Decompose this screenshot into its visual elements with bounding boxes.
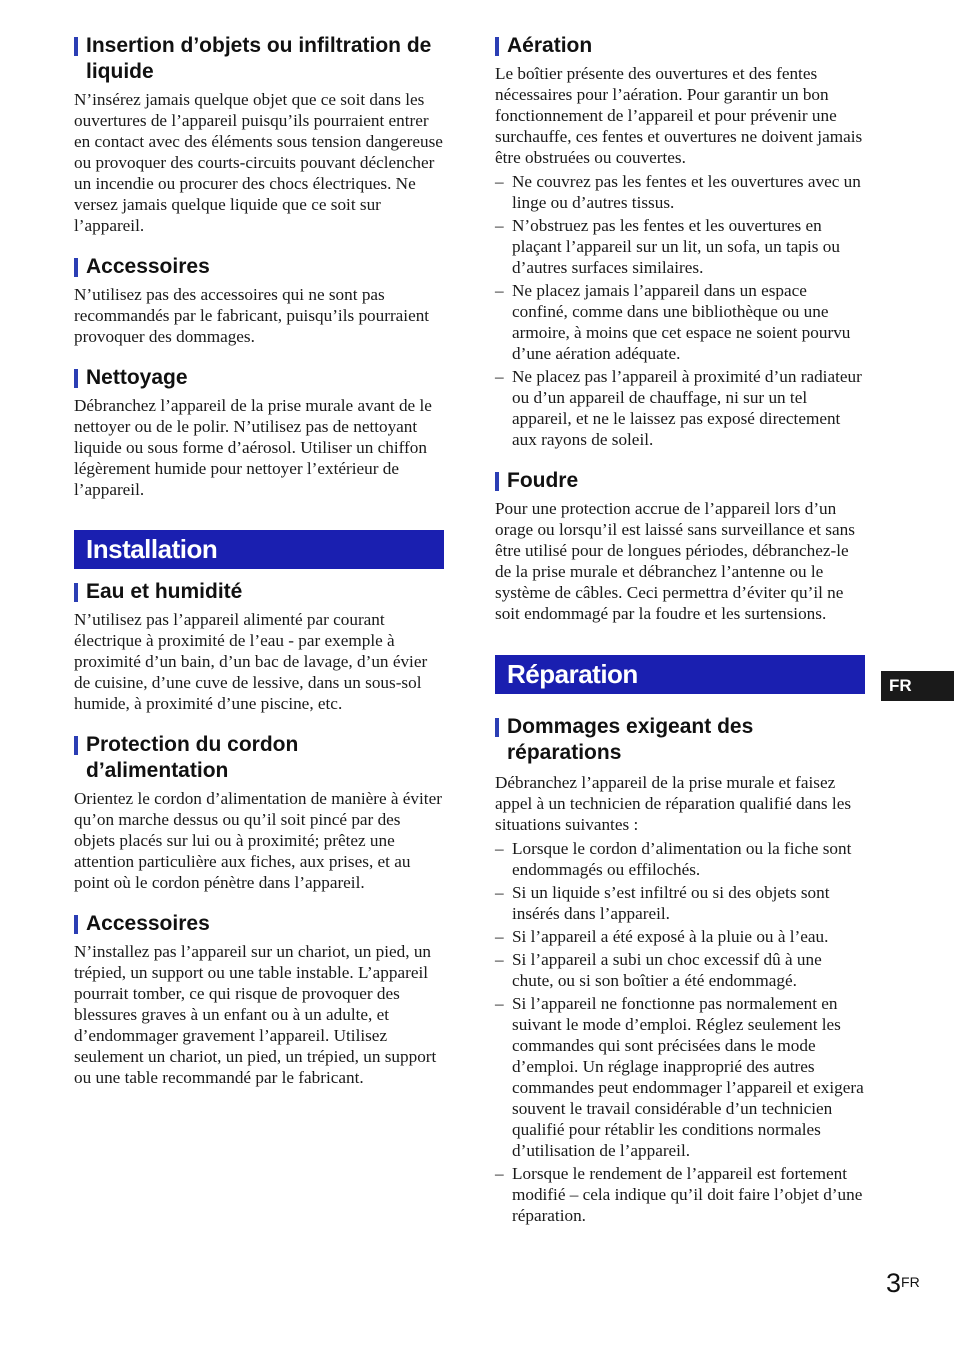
heading-marker bbox=[495, 718, 499, 737]
list-item: – Lorsque le rendement de l’appareil est fortement modifié – cela indique qu’il doit faire l’objet d’une réparation. bbox=[495, 1164, 863, 1225]
right-column bbox=[495, 33, 865, 1228]
list-item: – Si un liquide s’est infiltré ou si des objets sont insérés dans l’appareil. bbox=[495, 883, 830, 923]
list-item: – Ne placez pas l’appareil à proximité d’un radiateur ou d’un appareil de chauffage, ni sur un tel appareil, et ne le laissez pas exposé directement aux rayons de soleil. bbox=[495, 367, 862, 449]
para-aeration: Le boîtier présente des ouvertures et des fentes nécessaires pour l’aération. Pour garantir un bon fonctionnement de l’appareil et pour prévenir une surchauffe, ces fentes et ouvertures ne doivent jamais être obstruées ou couvertes. bbox=[495, 64, 863, 167]
para-accessoires-2: N’installez pas l’appareil sur un chariot, un pied, un trépied, un support ou une table instable. L’appareil pourrait tomber, ce qui risque de provoquer des blessures graves à un enfant ou à un adulte, et d’endommager gravement l’appareil. Utilisez seulement un chariot, un pied, un trépied, un support ou une table recommandé par le fabricant. bbox=[74, 942, 437, 1087]
list-dommages bbox=[495, 838, 865, 1226]
heading-marker bbox=[74, 915, 78, 934]
heading-insertion: Insertion d’objets ou infiltration de liquide bbox=[74, 33, 444, 85]
heading-marker bbox=[74, 736, 78, 755]
section-title-installation: Installation bbox=[74, 530, 444, 569]
list-item: – Ne placez jamais l’appareil dans un espace confiné, comme dans une bibliothèque ou une armoire, à moins que cet espace ne soient pourvu d’une aération adéquate. bbox=[495, 281, 851, 363]
para-cordon: Orientez le cordon d’alimentation de manière à éviter qu’on marche dessus ou qu’il soit pincé par des objets placés sur lui ou à proximité; prêtez une attention particulière aux fiches, aux prises, et au point où le cordon pénètre dans l’appareil. bbox=[74, 789, 442, 892]
list-aeration bbox=[495, 171, 865, 450]
left-column bbox=[74, 33, 444, 1088]
para-dommages: Débranchez l’appareil de la prise murale et faisez appel à un technicien de réparation qualifié dans les situations suivantes : bbox=[495, 773, 852, 834]
heading-marker bbox=[74, 369, 78, 388]
heading-marker bbox=[495, 472, 499, 491]
page-number: 3FR bbox=[886, 1268, 920, 1298]
heading-accessoires-2: Accessoires bbox=[74, 911, 444, 937]
para-eau: N’utilisez pas l’appareil alimenté par courant électrique à proximité de l’eau - par exemple à proximité d’un bain, d’un bac de lavage, d’un évier de cuisine, d’une cuve de lessive, dans un sous-sol humide, à proximité d’une piscine, etc. bbox=[74, 610, 428, 713]
heading-marker bbox=[74, 583, 78, 602]
para-insertion: N’insérez jamais quelque objet que ce soit dans les ouvertures de l’appareil puisqu’ils pourraient entrer en contact avec des éléments sous tension dangereuse ou provoquer des courts-circuits pouvant déclencher un incendie ou procurer des chocs électriques. Ne versez jamais quelque liquide que ce soit sur l’appareil. bbox=[74, 90, 443, 235]
heading-cordon: Protection du cordon d’alimentation bbox=[74, 732, 444, 784]
list-item: – Si l’appareil a subi un choc excessif dû à une chute, ou si son boîtier a été endommagé. bbox=[495, 950, 822, 990]
heading-aeration: Aération bbox=[495, 33, 865, 59]
heading-marker bbox=[74, 37, 78, 56]
list-item: – N’obstruez pas les fentes et les ouvertures en plaçant l’appareil sur un lit, un sofa, un tapis ou d’autres surfaces similaires. bbox=[495, 216, 840, 277]
para-foudre: Pour une protection accrue de l’appareil lors d’un orage ou lorsqu’il est laissé sans surveillance et sans être utilisé pour de longues périodes, débranchez-le de la prise murale et débranchez l’antenne ou le système de câbles. Ceci permettra d’éviter qu’il ne soit endommagé par la foudre et les surtensions. bbox=[495, 499, 855, 623]
list-item: – Si l’appareil a été exposé à la pluie ou à l’eau. bbox=[495, 927, 829, 946]
heading-foudre: Foudre bbox=[495, 468, 865, 494]
list-item: – Lorsque le cordon d’alimentation ou la fiche sont endommagés ou effilochés. bbox=[495, 839, 852, 879]
list-item: – Ne couvrez pas les fentes et les ouvertures avec un linge ou d’autres tissus. bbox=[495, 172, 861, 212]
heading-accessoires-1: Accessoires bbox=[74, 254, 444, 280]
para-nettoyage: Débranchez l’appareil de la prise murale avant de le nettoyer ou de le polir. N’utilisez pas de nettoyant liquide ou sous forme d’aérosol. Utiliser un chiffon légèrement humide pour nettoyer l’extérieur de l’appareil. bbox=[74, 396, 432, 499]
para-accessoires-1: N’utilisez pas des accessoires qui ne sont pas recommandés par le fabricant, puisqu’ils pourraient provoquer des dommages. bbox=[74, 285, 430, 346]
language-tab: FR bbox=[881, 671, 954, 701]
section-title-reparation: Réparation bbox=[495, 655, 865, 694]
heading-marker bbox=[74, 258, 78, 277]
heading-dommages: Dommages exigeant des réparations bbox=[495, 714, 865, 766]
heading-eau: Eau et humidité bbox=[74, 579, 444, 605]
list-item: – Si l’appareil ne fonctionne pas normalement en suivant le mode d’emploi. Réglez seulement les commandes qui sont précisées dans le mode d’emploi. Un réglage inapproprié des autres commandes peut endommager l’appareil et exigera souvent le travail considérable d’un technicien qualifié pour rétablir les conditions normales d’utilisation de l’appareil. bbox=[495, 994, 864, 1160]
heading-marker bbox=[495, 37, 499, 56]
heading-nettoyage: Nettoyage bbox=[74, 365, 444, 391]
